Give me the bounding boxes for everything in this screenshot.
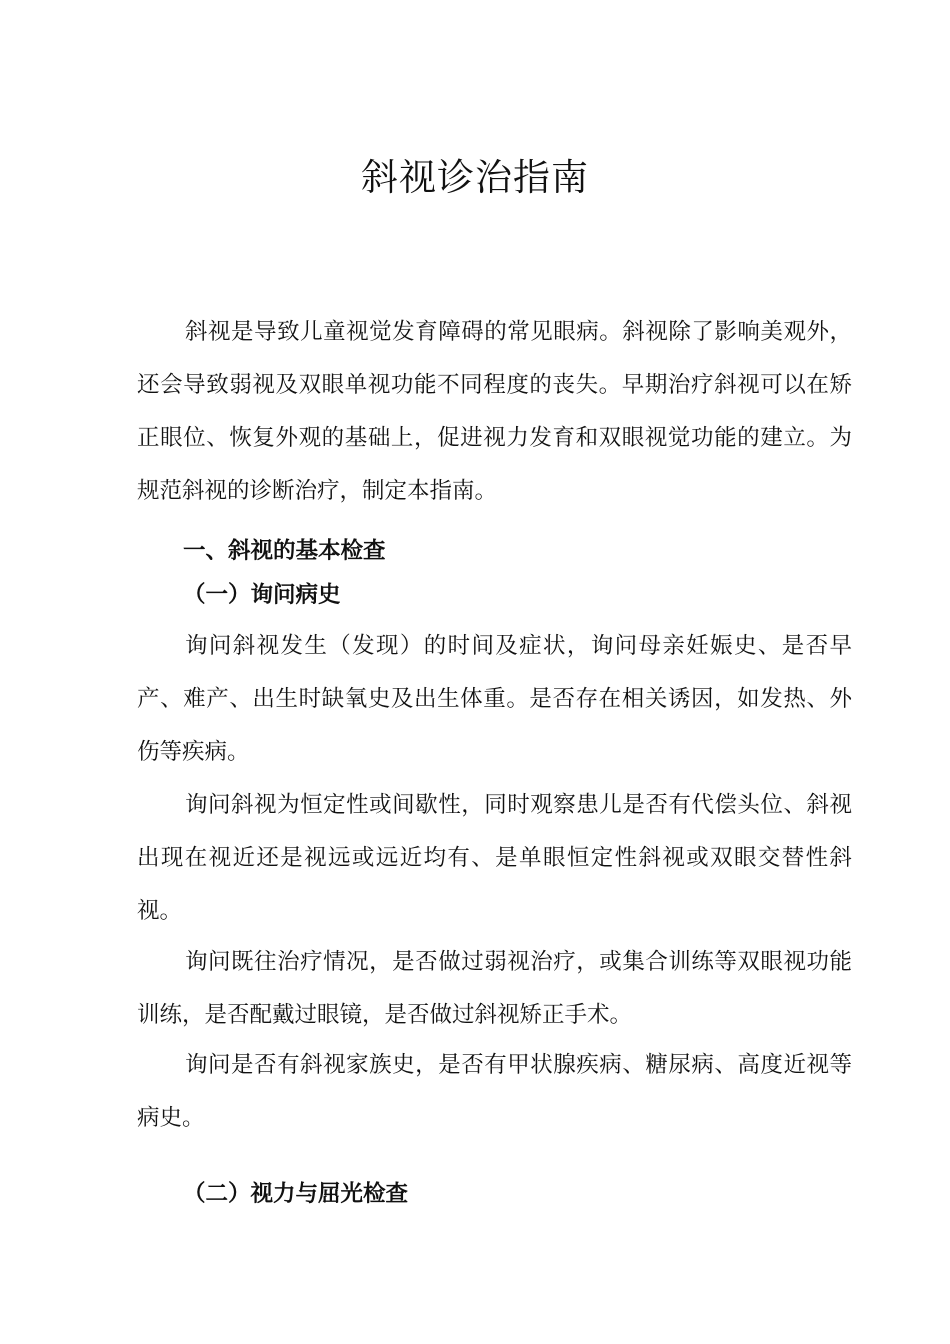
intro-paragraph: 斜视是导致儿童视觉发育障碍的常见眼病。斜视除了影响美观外，还会导致弱视及双眼单视功能不同程度的丧失。早期治疗斜视可以在矫正眼位、恢复外观的基础上，促进视力发育和双眼视觉功能的建立。为规范斜视的诊断治疗，制定本指南。 (137, 319, 852, 504)
history-paragraph-onset: 询问斜视发生（发现）的时间及症状，询问母亲妊娠史、是否早产、难产、出生时缺氧史及出生体重。是否存在相关诱因，如发热、外伤等疾病。 (137, 633, 852, 765)
section-heading-basic-examination: 一、斜视的基本检查 (183, 538, 386, 564)
subsection-heading-vision-refraction: （二）视力与屈光检查 (183, 1181, 409, 1207)
document-title: 斜视诊治指南 (361, 156, 589, 199)
subsection-heading-medical-history: （一）询问病史 (183, 582, 341, 608)
history-paragraph-pattern: 询问斜视为恒定性或间歇性，同时观察患儿是否有代偿头位、斜视出现在视近还是视远或远近均有、是单眼恒定性斜视或双眼交替性斜视。 (137, 792, 852, 924)
history-paragraph-treatment: 询问既往治疗情况，是否做过弱视治疗，或集合训练等双眼视功能训练，是否配戴过眼镜，是否做过斜视矫正手术。 (137, 949, 852, 1028)
history-paragraph-family: 询问是否有斜视家族史，是否有甲状腺疾病、糖尿病、高度近视等病史。 (137, 1052, 852, 1131)
